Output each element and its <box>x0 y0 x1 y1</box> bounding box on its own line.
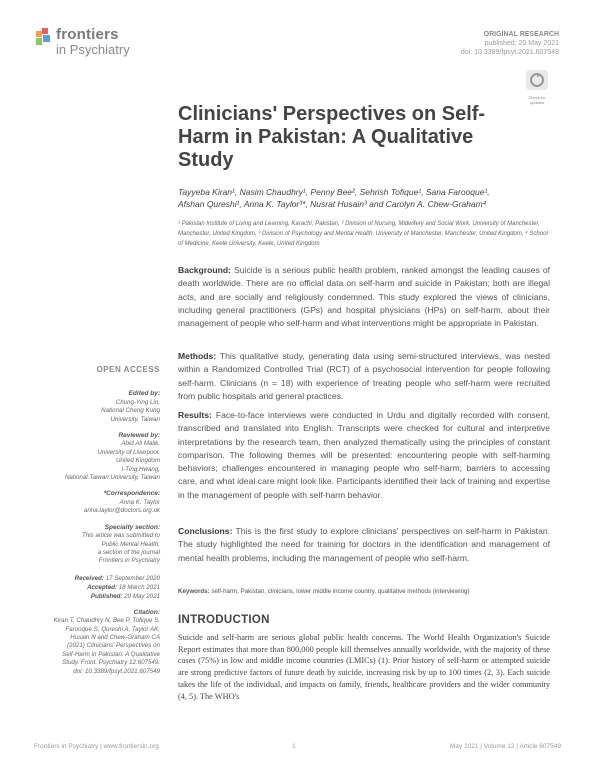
methods-label: Methods: <box>178 351 217 361</box>
background-label: Background: <box>178 265 231 275</box>
page-number: 1 <box>292 743 296 750</box>
conclusions-label: Conclusions: <box>178 526 233 536</box>
methods-text: This qualitative study, generating data using semi-structured interviews, was nested within a Randomized Controlled Trial (RCT) of a psychosocial intervention for people following self-harm. Clinicians (n = 18) with experience of treating people who self-harm were recruited from public hospitals and general practices. <box>178 351 550 401</box>
citation-line: Farooque S, Qureshi A, Taylor AK, <box>65 625 160 633</box>
article-meta <box>461 30 559 57</box>
frontiers-logo-icon <box>34 28 52 48</box>
editor-line: Chung-Ying Lin, <box>115 398 160 406</box>
reviewer-line: Abid Ali Malik, <box>121 440 160 448</box>
editor-line: National Cheng Kung <box>101 407 160 415</box>
specialty-line: Public Mental Health, <box>101 540 160 548</box>
citation-line: Study. Front. Psychiatry 12:607549. <box>62 659 160 667</box>
citation-section <box>34 609 160 676</box>
authors-line-2: Afshan Qureshi¹, Anna K. Taylor³*, Nusrat Husain³ and Carolyn A. Chew-Graham⁴ <box>178 199 487 209</box>
open-access-label: OPEN ACCESS <box>96 365 160 374</box>
edited-by-label: Edited by: <box>128 390 160 398</box>
reviewer-line: I-Ting Hwang, <box>121 465 160 473</box>
check-line1: Check for <box>528 95 546 100</box>
abstract-background <box>178 264 550 330</box>
abstract-conclusions <box>178 525 550 565</box>
correspondence-label: *Correspondence: <box>103 490 160 498</box>
specialty-label: Specialty section: <box>104 523 160 531</box>
author-list <box>178 186 548 210</box>
conclusions-text: This is the first study to explore clinicians' perspectives on self-harm in Pakistan. The study highlighted the need for training for doctors in the identification and management of mental health problems, including the management of people who self-harm. <box>178 526 551 563</box>
affiliations: ¹ Pakistan Institute of Living and Learning, Karachi, Pakistan, ² Division of Nursing, Midwifery and Social Work, University of Manchester, Manchester, United Kingdom, ³ Division of Psychology and Mental Health, University of Manchester, Manchester, United Kingdom, ⁴ School of Medicine, Keele University, Keele, United Kingdom <box>178 221 548 247</box>
citation-label: Citation: <box>133 608 160 616</box>
footer-journal-link[interactable]: Frontiers in Psychiatry | www.frontiersin.org <box>34 743 159 750</box>
check-line2: updates <box>529 100 545 105</box>
article-type: ORIGINAL RESEARCH <box>483 31 559 38</box>
citation-line: (2021) Clinicians' Perspectives on <box>66 642 160 650</box>
journal-logo <box>34 26 184 56</box>
introduction-heading: INTRODUCTION <box>178 614 270 626</box>
footer-volume-info: May 2021 | Volume 12 | Article 607549 <box>449 743 561 750</box>
abstract-methods <box>178 350 550 403</box>
abstract-results <box>178 409 550 502</box>
reviewed-by-label: Reviewed by: <box>118 432 160 440</box>
specialty-line: a section of the journal <box>97 548 160 556</box>
keywords-text: self-harm, Pakistan, clinicians, lower middle income country, qualitative methods (interviewing) <box>211 588 470 595</box>
reviewer-line: National Taiwan University, Taiwan <box>64 474 160 482</box>
article-dates <box>34 574 160 601</box>
results-label: Results: <box>178 410 212 420</box>
specialty-line: This article was submitted to <box>81 532 160 540</box>
brand-journal: in Psychiatry <box>56 42 130 57</box>
received-date: Received: 17 September 2020 <box>74 574 160 582</box>
check-for-updates-button[interactable] <box>524 70 550 105</box>
background-text: Suicide is a serious public health problem, ranked amongst the leading causes of death worldwide. There are no official data on self-harm and suicide in Pakistan; both are illegal acts, and are socially and religiously condemned. This study explored the views of clinicians, including general practitioners (GPs) and hospital physicians (HPs) on self-harm, about their management of people who self-harm and what interventions might be appropriate in Pakistan. <box>178 265 551 329</box>
published-date: published: 20 May 2021 <box>484 40 559 47</box>
citation-line: Husain N and Chew-Graham CA <box>70 633 160 641</box>
citation-line: Kiran T, Chaudhry N, Bee P, Tofique S, <box>53 617 160 625</box>
editor-line: University, Taiwan <box>110 415 160 423</box>
article-title: Clinicians' Perspectives on Self-Harm in Pakistan: A Qualitative Study <box>178 103 486 171</box>
keywords-label: Keywords: <box>178 588 210 595</box>
correspondent-name: Anna K. Taylor <box>119 498 160 506</box>
reviewer-line: United Kingdom <box>115 457 160 465</box>
published-date-sidebar: Published: 20 May 2021 <box>90 592 160 600</box>
edited-by-section <box>34 390 160 424</box>
doi-link[interactable]: doi: 10.3389/fpsyt.2021.607549 <box>460 49 559 56</box>
results-text: Face-to-face interviews were conducted in Urdu and digitally recorded with consent, transcribed and translated into English. Transcripts were checked for cultural and interpretive interpretations by the research team, then analyzed thematically using the principles of constant comparison. The following themes will be presented: encountering people with self-harming behaviors; challenges encountered in managing people who self-harm; barriers to accessing care, and what ideal care might look like. Participants identified their lack of training and expertise in the management of people with self-harm behavior. <box>178 410 551 500</box>
refresh-icon <box>524 70 550 90</box>
citation-line: Self-Harm in Pakistan: A Qualitative <box>62 650 160 658</box>
accepted-date: Accepted: 18 March 2021 <box>87 583 160 591</box>
correspondence-section <box>34 490 160 515</box>
specialty-line: Frontiers in Psychiatry <box>98 557 160 565</box>
reviewed-by-section <box>34 432 160 482</box>
brand-name: frontiers <box>56 26 119 43</box>
article-sidebar <box>34 366 160 684</box>
introduction-text: Suicide and self-harm are serious global public health concerns. The World Health Organization's Suicide Report estimates that more than 800,000 people kill themselves annually worldwide, with the majority of these cases (75%) in low and middle income countries (LMICs) (1). Prior history of self-harm or attempted suicide are strong predictive factors of future death by suicide, increasing risk by up to 100 times (2, 3). Each suicide takes the life of the individual, and impacts on family, friends, healthcare providers and the wider community (4, 5). The WHO's <box>178 633 550 701</box>
specialty-section <box>34 524 160 566</box>
reviewer-line: University of Liverpool, <box>97 448 160 456</box>
keywords <box>178 588 550 595</box>
citation-doi-link[interactable]: doi: 10.3389/fpsyt.2021.607549 <box>73 667 160 675</box>
correspondent-email-link[interactable]: anna.taylor@doctors.org.uk <box>83 507 160 515</box>
authors-line-1: Tayyeba Kiran¹, Nasim Chaudhry¹, Penny Bee², Sehrish Tofique¹, Sana Farooque¹, <box>178 187 490 197</box>
